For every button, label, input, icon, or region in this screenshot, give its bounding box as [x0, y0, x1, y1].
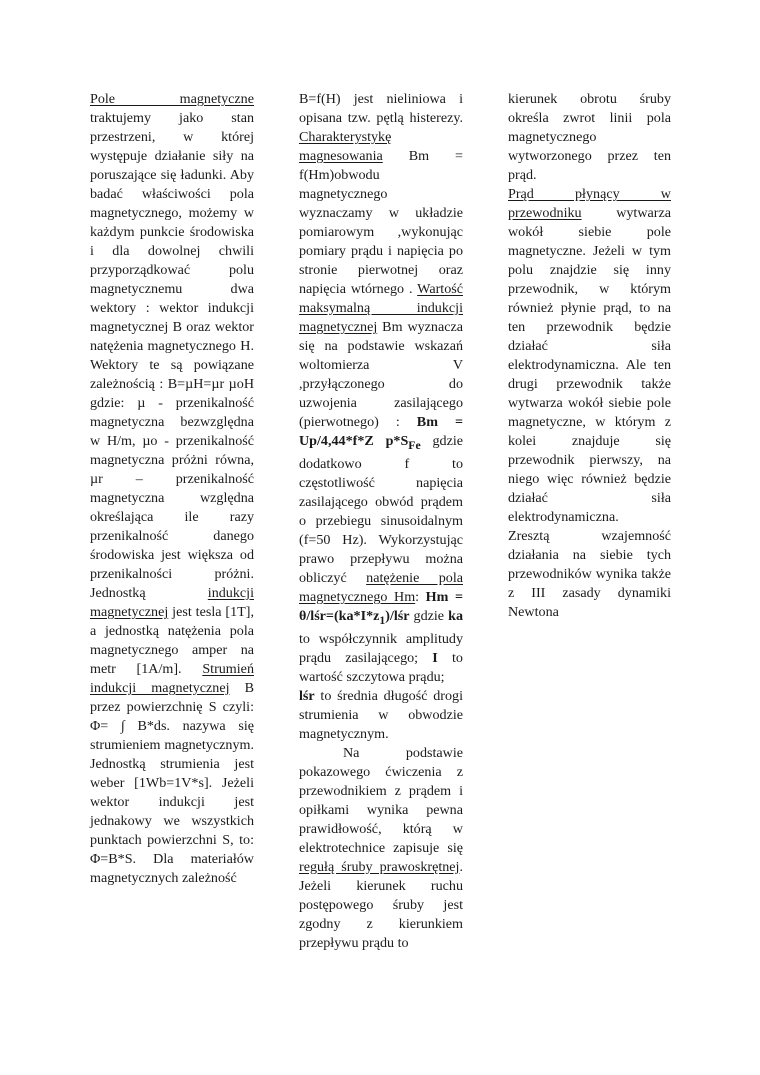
- text-span: wytwarza wokół siebie pole magnetyczne. Jeżeli w tym polu znajdzie się inny przewodnik, w którym również płynie prąd, to na ten przewodnik będzie działać siła elektrodynamiczna. Ale ten drugi przewodnik także wytwarza wokół siebie pole magnetyczne, w którym z kolei znajduje się przewodnik pierwszy, na niego więc również będzie działać siła elektrodynamiczna.: [508, 205, 671, 525]
- text-span: . Jeżeli kierunek ruchu postępowego śruby jest zgodny z kierunkiem przepływu prądu to: [299, 858, 463, 951]
- term-magnetic-flux: Strumień indukcji magnetycznej: [90, 661, 254, 696]
- text-span: kierunek obrotu śruby określa zwrot linii pola magnetycznego wytworzonego przez ten prąd.: [508, 91, 671, 183]
- text-span: B=f(H) jest nieliniowa i opisana tzw. pętlą histerezy.: [299, 91, 463, 126]
- paragraph-lsr: [299, 687, 463, 744]
- formula-bm: Bm = Up/4,44*f*Z p*S: [299, 414, 463, 449]
- text-span: Na podstawie pokazowego ćwiczenia z przewodnikiem z prądem i opiłkami wynika pewna prawidłowość, którą w elektrotechnice zapisuje się: [299, 744, 463, 856]
- text-span: Bm wyznacza się na podstawie wskazań woltomierza V ,przyłączonego do uzwojenia zasilającego (pierwotnego) :: [299, 319, 463, 430]
- paragraph-magnetization: [299, 90, 463, 687]
- text-span: Bm = f(Hm)obwodu magnetycznego wyznaczamy w układzie pomiarowym ,wykonując pomiary prądu i napięcia po stronie pierwotnej oraz napięcia wtórnego .: [299, 148, 463, 297]
- formula-hm: Hm = θ/lśr=(ka*I*z: [299, 588, 463, 624]
- term-field-strength: natężenie pola magnetycznego Hm: [299, 569, 463, 605]
- term-magnetic-induction: indukcji magnetycznej: [90, 585, 254, 620]
- formula-hm-subscript: 1: [379, 613, 386, 627]
- paragraph-screw-rule: [299, 744, 463, 953]
- paragraph-screw-rotation: [508, 90, 671, 185]
- text-column-3: [508, 90, 671, 622]
- paragraph-newton: [508, 527, 671, 622]
- symbol-lsr: lśr: [299, 687, 315, 704]
- term-magnetic-field: Pole magnetyczne: [90, 91, 254, 107]
- symbol-i: I: [432, 649, 438, 666]
- text-column-1: [90, 90, 254, 888]
- text-span: to średnia długość drogi strumienia w obwodzie magnetycznym.: [299, 687, 463, 742]
- text-column-2: [299, 90, 463, 953]
- formula-bm-subscript: Fe: [408, 438, 421, 452]
- text-span: to współczynnik amplitudy prądu zasilającego;: [299, 630, 463, 666]
- formula-hm-end: )/lśr: [385, 607, 410, 624]
- text-span: gdzie dodatkowo f to częstotliwość napięcia zasilającego obwód prądem o przebiegu sinusoidalnym (f=50 Hz). Wykorzystując prawo przepływu można obliczyć: [299, 433, 464, 586]
- text-span: :: [415, 588, 426, 605]
- text-span: jest tesla [1T], a jednostką natężenia pola magnetycznego amper na metr [1A/m].: [90, 604, 254, 677]
- text-span: B przez powierzchnię S czyli: Φ= ∫ B*ds. nazywa się strumieniem magnetycznym. Jednostką strumienia jest weber [1Wb=1V*s]. Jeżeli wektor indukcji jest jednakowy we wszystkich punktach powierzchni S, to: Φ=B*S. Dla materiałów magnetycznych zależność: [90, 680, 254, 886]
- term-magnetization-characteristic: Charakterystykę magnesowania: [299, 129, 392, 164]
- paragraph-magnetic-field: [90, 90, 254, 888]
- paragraph-current-in-conductor: [508, 185, 671, 527]
- text-span: traktujemy jako stan przestrzeni, w której występuje działanie siły na poruszające się ładunki. Aby badać właściwości pola magnetycznego, możemy w każdym punkcie środowiska i dla dowolnej chwili przyporządkować polu magnetycznemu dwa wektory : wektor indukcji magnetycznej B oraz wektor natężenia magnetycznego H. Wektory te są powiązane zależnością : B=µH=µr µoH gdzie: µ - przenikalność magnetyczna bezwzględna w H/m, µo - przenikalność magnetyczna próżni równa, µr – przenikalność magnetyczna względna określająca ile razy przenikalność danego środowiska jest większa od przenikalności próżni. Jednostką: [90, 110, 254, 601]
- term-max-induction: Wartość maksymalną indukcji magnetycznej: [299, 281, 463, 335]
- text-span: Zresztą wzajemność działania na siebie tych przewodników wynika także z III zasady dynamiki Newtona: [508, 528, 671, 620]
- symbol-ka: ka: [448, 607, 463, 624]
- term-right-hand-screw-rule: regułą śruby prawoskrętnej: [299, 858, 460, 875]
- text-span: gdzie: [409, 607, 449, 624]
- text-span: to wartość szczytowa prądu;: [299, 649, 463, 685]
- term-current-in-conductor: Prąd płynący w przewodniku: [508, 186, 671, 221]
